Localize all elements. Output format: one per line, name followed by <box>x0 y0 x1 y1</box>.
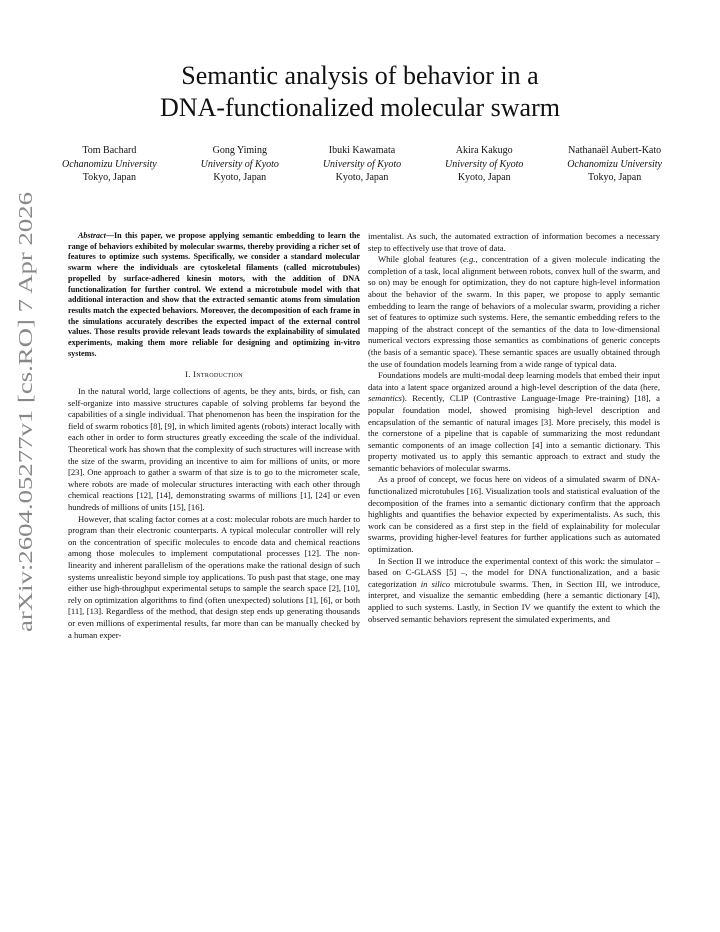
intro-paragraph: While global features (e.g., concentration of a given molecule indicating the completion of a task, local alignment between robots, convex hull of the swarm, and so on) may be enough for optimization, they do not capture high-level information about the behavior of the swarm. In this paper, we propose to apply semantic embedding to learn the range of behaviors of a molecular swarm, providing a richer set of features to optimize such systems. Here, the semantic embedding refers to the mapping of the abstract concept of the semantics of the data to low-dimensional numerical vectors expressing those semantics as combinations of generic concepts (the basis of a semantic space). These semantic spaces are usually obtained through the use of foundation models learning from a wide range of typical data. <box>368 254 660 369</box>
section-heading-introduction <box>68 369 360 381</box>
author-block <box>62 144 157 185</box>
abstract <box>68 231 360 359</box>
section-title: Introduction <box>193 369 243 380</box>
section-number: I. <box>185 369 191 380</box>
intro-paragraph: In the natural world, large collections of agents, be they ants, birds, or fish, can self-organize into massive structures capable of solving problems far beyond the capabilities of a single individual. That phenomenon has been the inspiration for the field of swarm robotics [8], [9], in which limited agents (robots) interact locally with each other in order to form structures greatly exceeding the scale of the individual. Theoretical work has shown that the complexity of such structures will increase with the size of the swarm, providing an incentive to aim for millions of units, or more [23]. One approach to gather a swarm of that size is to go to the micrometer scale, where robots are made of molecular structures interacting with each other through chemical reactions [12], [14], demonstrating swarms of millions [1], [24] or even hundreds of millions of units [15], [16]. <box>68 386 360 512</box>
author-affiliation: University of Kyoto <box>200 158 279 170</box>
author-location: Kyoto, Japan <box>335 172 389 183</box>
author-block <box>323 144 401 185</box>
left-column <box>68 231 360 641</box>
intro-paragraph: As a proof of concept, we focus here on videos of a simulated swarm of DNA-functionalized microtubules [16]. Visualization tools and statistical evaluation of the decomposition of the frames into a semantic dictionary confirm that the approach highlights and quantifies the behavior expected by experimentalists. As such, this work can be considered as a first step in the field of explainability for molecular swarms, providing higher-level features for further applications such as automated optimization. <box>368 474 660 555</box>
author-affiliation: Ochanomizu University <box>567 158 662 170</box>
intro-paragraph: Foundations models are multi-modal deep learning models that embed their input data into a latent space organized around a high-level description of the data (here, semantics). Recently, CLIP (Contrastive Language-Image Pre-training) [18], a popular foundation model, showed promising high-level description and encapsulation of the semantic of natural images [3]. More precisely, this model is the cornerstone of a pipeline that is capable of summarizing the most redundant semantic components of an image collection [4] into a semantic dictionary. This property motivated us to apply this semantic approach to extract and study the semantic behaviors of molecular swarms. <box>368 370 660 473</box>
author-list <box>62 144 662 185</box>
title-line-1: Semantic analysis of behavior in a <box>181 61 539 90</box>
arxiv-stamp <box>4 180 44 640</box>
author-block <box>445 144 523 185</box>
intro-paragraph: In Section II we introduce the experimental context of this work: the simulator – based on C-GLASS [5] –, the model for DNA functionalization, and a basic categorization in silico microtubule swarms. Then, in Section III, we introduce, interpret, and visualize the semantic embedding (here a semantic dictionary [4]), applied to such systems. Lastly, in Section IV we quantify the extent to which the observed semantic behaviors represent the simulated experiments, and <box>368 555 660 624</box>
author-name: Nathanaël Aubert-Kato <box>568 145 662 156</box>
author-affiliation: Ochanomizu University <box>62 158 157 170</box>
author-affiliation: University of Kyoto <box>445 158 524 170</box>
abstract-text: —In this paper, we propose applying semantic embedding to learn the range of behaviors exhibited by molecular swarms, thereby providing a richer set of features to optimize such systems. Specifically, we consider a standard molecular swarm where the individuals are cytoskeletal filaments (called microtubules) propelled by surface-adhered kinesin motors, with the addition of DNA functionalization for further control. We extend a microtubule model with that additional interaction and show that the extracted semantic atoms from simulation results match the expected behaviors. Moreover, the decomposition of each frame in the simulations accurately describes the expected impact of the external control values. Those results provide relevant leads towards the explainability of simulated experiments, making them more reliable for designing and optimizing in-vitro systems. <box>68 231 360 358</box>
abstract-label: Abstract <box>78 231 106 240</box>
author-location: Kyoto, Japan <box>213 172 267 183</box>
author-name: Tom Bachard <box>82 145 137 156</box>
author-affiliation: University of Kyoto <box>322 158 402 170</box>
author-location: Tokyo, Japan <box>588 172 642 183</box>
author-name: Gong Yiming <box>212 145 267 156</box>
author-block <box>201 144 279 185</box>
author-block <box>567 144 662 185</box>
author-name: Akira Kakugo <box>455 145 513 156</box>
author-location: Kyoto, Japan <box>457 172 511 183</box>
arxiv-stamp-text: arXiv:2604.05277v1 [cs.RO] 7 Apr 2026 <box>15 303 37 632</box>
intro-paragraph-continued: imentalist. As such, the automated extraction of information becomes a necessary step to effectively use that trove of data. <box>368 231 660 253</box>
author-location: Tokyo, Japan <box>82 172 136 183</box>
intro-paragraph: However, that scaling factor comes at a cost: molecular robots are much harder to program than their electronic counterparts. A typical molecular controller will rely on the concentration of specific molecules to encode data and chemical reactions among those molecules to implement computational processes [12]. The non-linearity and inherent parallelism of the operations make the rational design of such systems unrealistic beyond simple toy applications. To push past that stage, one may either use high-throughput experimental setups to sample the search space [2], [10], rely on optimization algorithms to find (often unexpected) solutions [1], [6], or both [11], [13]. Regardless of the method, that design step ends up generating thousands or even millions of experimental results, far more than can be manually checked by a human exper- <box>68 513 360 640</box>
title-line-2: DNA-functionalized molecular swarm <box>160 93 560 122</box>
right-column <box>368 231 660 625</box>
paper-title <box>60 60 660 124</box>
author-name: Ibuki Kawamata <box>328 145 396 156</box>
